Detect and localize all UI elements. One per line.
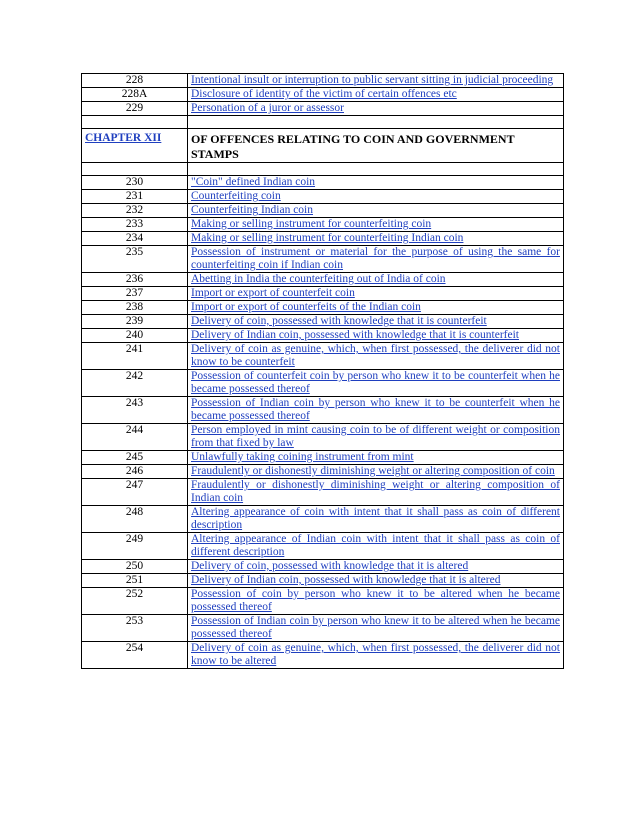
section-title-link[interactable]: Fraudulently or dishonestly diminishing weight or altering composition of Indian coin	[191, 479, 560, 504]
section-title-link[interactable]: Import or export of counterfeits of the Indian coin	[191, 301, 421, 313]
table-row	[82, 560, 564, 574]
section-number: 233	[82, 218, 188, 232]
section-number: 234	[82, 232, 188, 246]
section-title-link[interactable]: Possession of Indian coin by person who knew it to be altered when he became possessed thereof	[191, 615, 560, 640]
section-title-cell	[188, 190, 564, 204]
table-row	[82, 642, 564, 669]
section-title-link[interactable]: Import or export of counterfeit coin	[191, 287, 355, 299]
section-title-link[interactable]: "Coin" defined Indian coin	[191, 176, 316, 188]
sections-table	[81, 73, 564, 669]
section-title-cell	[188, 574, 564, 588]
section-title-link[interactable]: Disclosure of identity of the victim of certain offences etc	[191, 88, 457, 100]
section-number: 239	[82, 315, 188, 329]
sections-group-main	[82, 176, 564, 669]
section-title-cell	[188, 218, 564, 232]
section-title-cell	[188, 329, 564, 343]
section-title-cell	[188, 204, 564, 218]
section-number: 231	[82, 190, 188, 204]
table-row	[82, 506, 564, 533]
table-row	[82, 204, 564, 218]
section-title-link[interactable]: Counterfeiting coin	[191, 190, 281, 202]
section-title-link[interactable]: Delivery of coin as genuine, which, when first possessed, the deliverer did not know to be counterfeit	[191, 343, 560, 368]
section-title-link[interactable]: Delivery of Indian coin, possessed with knowledge that it is counterfeit	[191, 329, 519, 341]
chapter-row	[82, 129, 564, 163]
section-number: 254	[82, 642, 188, 669]
section-title-link[interactable]: Making or selling instrument for counterfeiting coin	[191, 218, 432, 230]
section-title-cell	[188, 88, 564, 102]
section-number: 238	[82, 301, 188, 315]
section-number: 247	[82, 479, 188, 506]
table-row	[82, 574, 564, 588]
sections-group-top	[82, 74, 564, 116]
section-title-link[interactable]: Possession of counterfeit coin by person who knew it to be counterfeit when he became possessed thereof	[191, 370, 560, 395]
section-title-link[interactable]: Possession of instrument or material for the purpose of using the same for counterfeiting coin if Indian coin	[191, 246, 560, 271]
spacer-cell	[188, 116, 564, 129]
table-row	[82, 232, 564, 246]
section-title-cell	[188, 343, 564, 370]
table-row	[82, 176, 564, 190]
section-title-cell	[188, 370, 564, 397]
section-number: 251	[82, 574, 188, 588]
table-row	[82, 273, 564, 287]
table-row	[82, 533, 564, 560]
section-number: 230	[82, 176, 188, 190]
spacer-row	[82, 163, 564, 176]
section-title-cell	[188, 397, 564, 424]
table-row	[82, 190, 564, 204]
section-title-link[interactable]: Intentional insult or interruption to public servant sitting in judicial proceeding	[191, 74, 554, 86]
table-row	[82, 287, 564, 301]
section-number: 243	[82, 397, 188, 424]
section-title-link[interactable]: Delivery of coin, possessed with knowledge that it is altered	[191, 560, 469, 572]
table-row	[82, 74, 564, 88]
section-title-link[interactable]: Counterfeiting Indian coin	[191, 204, 313, 216]
section-number: 242	[82, 370, 188, 397]
section-title-link[interactable]: Unlawfully taking coining instrument from mint	[191, 451, 414, 463]
section-number: 228A	[82, 88, 188, 102]
section-title-cell	[188, 232, 564, 246]
section-title-link[interactable]: Abetting in India the counterfeiting out of India of coin	[191, 273, 446, 285]
table-row	[82, 88, 564, 102]
table-row	[82, 615, 564, 642]
table-row	[82, 329, 564, 343]
section-title-cell	[188, 533, 564, 560]
spacer-cell	[82, 116, 188, 129]
chapter-group	[82, 116, 564, 176]
spacer-cell	[82, 163, 188, 176]
section-title-cell	[188, 246, 564, 273]
section-title-link[interactable]: Making or selling instrument for counterfeiting Indian coin	[191, 232, 464, 244]
section-number: 246	[82, 465, 188, 479]
table-row	[82, 246, 564, 273]
section-title-cell	[188, 315, 564, 329]
table-row	[82, 343, 564, 370]
section-title-link[interactable]: Possession of coin by person who knew it to be altered when he became possessed thereof	[191, 588, 560, 613]
section-number: 237	[82, 287, 188, 301]
table-row	[82, 301, 564, 315]
spacer-cell	[188, 163, 564, 176]
section-number: 248	[82, 506, 188, 533]
section-title-link[interactable]: Delivery of coin as genuine, which, when first possessed, the deliverer did not know to be altered	[191, 642, 560, 667]
section-number: 250	[82, 560, 188, 574]
section-title-cell	[188, 451, 564, 465]
section-title-cell	[188, 74, 564, 88]
section-title-link[interactable]: Possession of Indian coin by person who knew it to be counterfeit when he became possessed thereof	[191, 397, 560, 422]
section-title-cell	[188, 424, 564, 451]
section-title-cell	[188, 465, 564, 479]
section-title-link[interactable]: Altering appearance of Indian coin with intent that it shall pass as coin of different description	[191, 533, 560, 558]
section-number: 235	[82, 246, 188, 273]
section-title-cell	[188, 176, 564, 190]
table-row	[82, 102, 564, 116]
table-row	[82, 370, 564, 397]
spacer-row	[82, 116, 564, 129]
section-number: 240	[82, 329, 188, 343]
section-title-link[interactable]: Delivery of Indian coin, possessed with knowledge that it is altered	[191, 574, 501, 586]
table-row	[82, 424, 564, 451]
chapter-label[interactable]: CHAPTER XII	[82, 129, 188, 163]
section-title-link[interactable]: Fraudulently or dishonestly diminishing weight or altering composition of coin	[191, 465, 555, 477]
section-title-cell	[188, 615, 564, 642]
section-number: 249	[82, 533, 188, 560]
section-title-cell	[188, 588, 564, 615]
table-row	[82, 451, 564, 465]
section-title-cell	[188, 506, 564, 533]
section-title-cell	[188, 479, 564, 506]
table-row	[82, 479, 564, 506]
section-number: 253	[82, 615, 188, 642]
section-title-cell	[188, 560, 564, 574]
section-title-cell	[188, 642, 564, 669]
section-title-link[interactable]: Altering appearance of coin with intent that it shall pass as coin of different description	[191, 506, 560, 531]
table-row	[82, 588, 564, 615]
section-number: 245	[82, 451, 188, 465]
section-number: 232	[82, 204, 188, 218]
table-row	[82, 397, 564, 424]
table-row	[82, 315, 564, 329]
section-title-cell	[188, 102, 564, 116]
section-number: 244	[82, 424, 188, 451]
section-title-link[interactable]: Personation of a juror or assessor	[191, 102, 344, 114]
section-number: 236	[82, 273, 188, 287]
table-row	[82, 465, 564, 479]
section-title-cell	[188, 301, 564, 315]
section-number: 229	[82, 102, 188, 116]
section-title-cell	[188, 273, 564, 287]
section-title-cell	[188, 287, 564, 301]
section-number: 252	[82, 588, 188, 615]
section-number: 241	[82, 343, 188, 370]
section-title-link[interactable]: Person employed in mint causing coin to be of different weight or composition from that fixed by law	[191, 424, 560, 449]
section-number: 228	[82, 74, 188, 88]
chapter-title: OF OFFENCES RELATING TO COIN AND GOVERNMENT STAMPS	[188, 129, 564, 163]
table-row	[82, 218, 564, 232]
section-title-link[interactable]: Delivery of coin, possessed with knowledge that it is counterfeit	[191, 315, 487, 327]
